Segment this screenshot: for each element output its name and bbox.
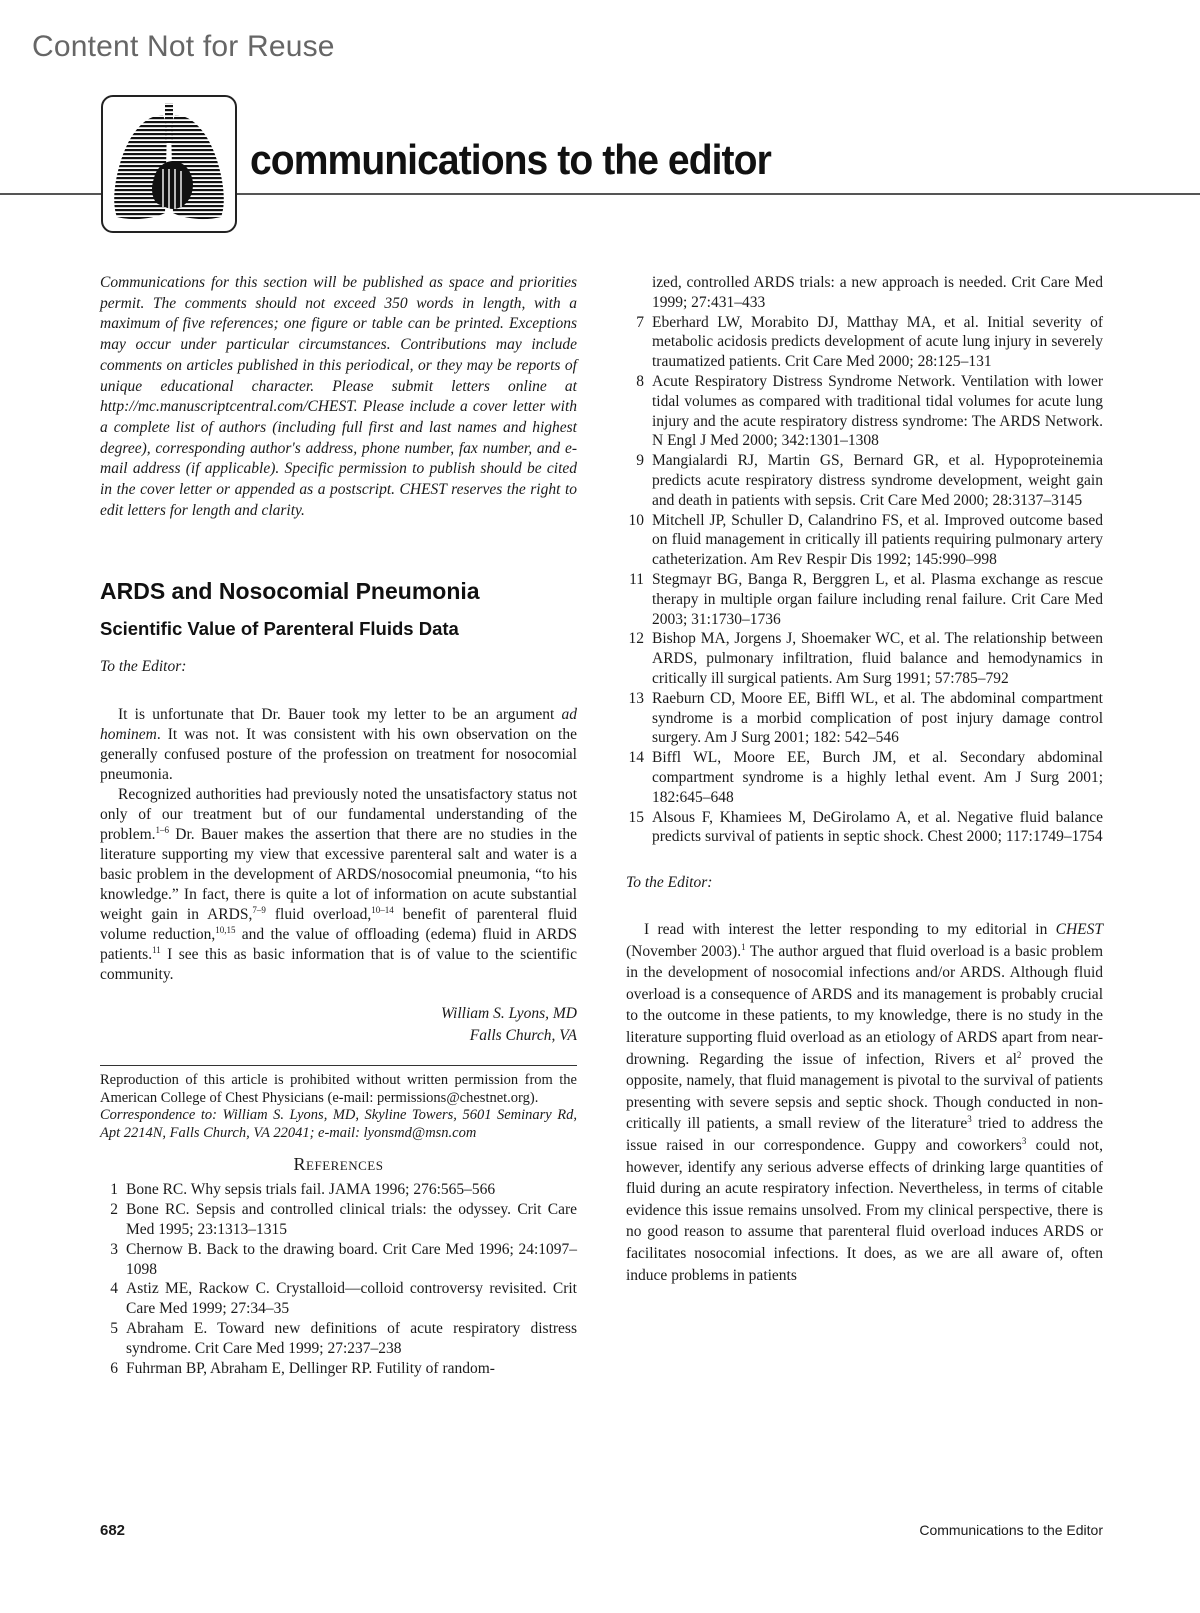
reference-text: Mitchell JP, Schuller D, Calandrino FS, et al. Improved outcome based on fluid management in critically ill patients requiring pulmonary artery catheterization. Am Rev Respir Dis 1992; 145:990–998: [652, 511, 1103, 569]
text-run: I read with interest the letter responding to my editorial in: [644, 921, 1056, 939]
text-run: could not, however, identify any serious adverse effects of drinking large quantities of fluid during an acute respiratory infection. Nevertheless, in terms of citable evidence this issue remains unsolved. From my clinical perspective, there is no good reason to assume that parenteral fluid overload induces ARDS or facilitates nosocomial infections. It does, as we are all aware of, often induce problems in patients: [626, 1137, 1103, 1284]
text-run: proved the opposite, namely, that fluid management is pivotal to the survival of patients presenting with severe sepsis and septic shock. Though conducted in non-critically ill patients, a small review of the literature: [626, 1050, 1103, 1133]
section-title: communications to the editor: [250, 136, 771, 183]
citation-superscript: 3: [1021, 1135, 1027, 1146]
citation-superscript: 10–14: [371, 905, 394, 916]
text-run: I see this as basic information that is of value to the scientific community.: [100, 946, 577, 984]
reference-number: 2: [110, 1201, 118, 1219]
text-run: fluid overload,: [265, 906, 372, 924]
correspondence-notice: Correspondence to: William S. Lyons, MD, Skyline Towers, 5601 Seminary Rd, Apt 2214N, Falls Church, VA 22041; e-mail: lyonsmd@msn.com: [100, 1107, 577, 1141]
reference-item: [626, 570, 1103, 629]
reference-item: [100, 1240, 577, 1280]
reference-text: Raeburn CD, Moore EE, Biffl WL, et al. The abdominal compartment syndrome is a morbid complication of post injury damage control surgery. Am J Surg 2001; 182: 542–546: [652, 689, 1103, 747]
references-heading: References: [293, 1154, 384, 1175]
salutation: To the Editor:: [100, 658, 187, 676]
reference-item: [626, 629, 1103, 688]
citation-superscript: 2: [1016, 1049, 1022, 1060]
reference-item: [100, 1319, 577, 1359]
reference-item: [626, 808, 1103, 848]
reference-continuation: ized, controlled ARDS trials: a new approach is needed. Crit Care Med 1999; 27:431–433: [652, 274, 1103, 311]
reference-number: 15: [628, 808, 644, 826]
text-run: Recognized authorities had previously noted the unsatisfactory status not only of our treatment but of our fundamental understanding of the problem.: [100, 786, 577, 844]
reference-text: Fuhrman BP, Abraham E, Dellinger RP. Futility of random-: [126, 1359, 495, 1377]
reference-text: Abraham E. Toward new definitions of acute respiratory distress syndrome. Crit Care Med 1999; 27:237–238: [126, 1320, 577, 1357]
reply-paragraph: [626, 919, 1103, 1286]
salutation: To the Editor:: [626, 874, 713, 892]
footnote: [100, 1065, 577, 1142]
reference-item: [626, 451, 1103, 510]
reference-text: Astiz ME, Rackow C. Crystalloid—colloid controversy revisited. Crit Care Med 1999; 27:34–35: [126, 1280, 577, 1318]
reference-item: [626, 511, 1103, 570]
journal-logo: [101, 95, 237, 233]
reference-item: [626, 313, 1103, 372]
reference-text: Alsous F, Khamiees M, DeGirolamo A, et al. Negative fluid balance predicts survival of patients in septic shock. Chest 2000; 117:1749–1754: [652, 808, 1103, 846]
article-subtitle: Scientific Value of Parenteral Fluids Data: [100, 618, 459, 640]
reference-item: [626, 689, 1103, 748]
reference-number: 13: [628, 689, 644, 707]
author-signature: [100, 1003, 577, 1047]
reference-item: [100, 1180, 577, 1200]
reference-item: [100, 1359, 577, 1379]
watermark: Content Not for Reuse: [32, 30, 335, 63]
reference-item: [100, 1279, 577, 1319]
reference-number: 1: [110, 1181, 118, 1199]
reference-text: Acute Respiratory Distress Syndrome Network. Ventilation with lower tidal volumes as compared with traditional tidal volumes for acute lung injury and the acute respiratory distress syndrome: The ARDS Network. N Engl J Med 2000; 342:1301–1308: [652, 372, 1103, 450]
reference-number: 9: [636, 452, 644, 470]
left-column: [100, 273, 577, 1378]
reference-number: 10: [628, 511, 644, 529]
text-run: The author argued that fluid overload is a basic problem in the development of nosocomial infections and/or ARDS. Although fluid overload is a consequence of ARDS and its management is probably crucial to the outcome in these patients, to my knowledge, there is no study in the literature supporting fluid overload as an etiology of ARDS apart from near-drowning. Regarding the issue of infection, Rivers et al: [626, 942, 1103, 1068]
author-location: Falls Church, VA: [469, 1027, 577, 1045]
running-footer: Communications to the Editor: [919, 1522, 1103, 1538]
reference-item: [626, 748, 1103, 807]
reference-text: Bone RC. Why sepsis trials fail. JAMA 1996; 276:565–566: [126, 1181, 496, 1199]
reference-number: 14: [628, 749, 644, 767]
citation-superscript: 1–6: [155, 825, 170, 836]
reference-number: 8: [636, 372, 644, 390]
reference-text: Chernow B. Back to the drawing board. Crit Care Med 1996; 24:1097–1098: [126, 1240, 577, 1278]
reference-text: Stegmayr BG, Banga R, Berggren L, et al. Plasma exchange as rescue therapy in multiple organ failure including renal failure. Crit Care Med 2003; 31:1730–1736: [652, 570, 1103, 628]
author-name: William S. Lyons, MD: [440, 1005, 577, 1023]
lungs-logo-icon: [103, 97, 235, 231]
reference-number: 3: [110, 1240, 118, 1258]
reference-number: 7: [636, 313, 644, 331]
reference-number: 11: [629, 570, 644, 588]
reference-list: [626, 313, 1103, 848]
reference-list: [100, 1180, 577, 1378]
reference-text: Biffl WL, Moore EE, Burch JM, et al. Secondary abdominal compartment syndrome is a highly lethal event. Am J Surg 2001; 182:645–648: [652, 749, 1103, 806]
text-run: and the value of offloading (edema) fluid in ARDS patients.: [100, 926, 577, 964]
citation-superscript: 7–9: [252, 905, 266, 916]
reference-number: 6: [110, 1359, 118, 1377]
reference-number: 5: [110, 1320, 118, 1338]
reference-text: Mangialardi RJ, Martin GS, Bernard GR, et al. Hypoproteinemia predicts acute respiratory distress syndrome development, weight gain and death in patients with sepsis. Crit Care Med 2000; 28:3137–3145: [652, 452, 1103, 509]
reference-item: [100, 1200, 577, 1240]
journal-name: CHEST: [1055, 921, 1103, 939]
section-instructions: Communications for this section will be published as space and priorities permit. The comments should not exceed 350 words in length, with a maximum of five references; one figure or table can be printed. Exceptions may occur under particular circumstances. Contributions may include comments on articles published in this periodical, or they may be reports of unique educational character. Please submit letters online at http://mc.manuscriptcentral.com/CHEST. Please include a cover letter with a complete list of authors (including full first and last names and highest degree), corresponding author's address, phone number, fax number, and e-mail address (if applicable). Specific permission to publish should be cited in the cover letter or appended as a postscript. CHEST reserves the right to edit letters for length and clarity.: [100, 274, 577, 519]
text-run: . It was not. It was consistent with his own observation on the generally confused posture of the profession on treatment for nosocomial pneumonia.: [100, 726, 577, 784]
reproduction-notice: Reproduction of this article is prohibited without written permission from the American College of Chest Physicians (e-mail: permissions@chestnet.org).: [100, 1072, 577, 1106]
page-number: 682: [100, 1522, 126, 1539]
reference-text: Bishop MA, Jorgens J, Shoemaker WC, et al. The relationship between ARDS, pulmonary infiltration, fluid balance and hemodynamics in critically ill surgical patients. Am Surg 1991; 57:785–792: [652, 630, 1103, 687]
article-title: ARDS and Nosocomial Pneumonia: [100, 578, 480, 605]
reference-text: Bone RC. Sepsis and controlled clinical trials: the odyssey. Crit Care Med 1995; 23:1313–1315: [126, 1201, 577, 1239]
text-run: tried to address the issue raised in our correspondence. Guppy and coworkers: [626, 1115, 1103, 1155]
reference-text: Eberhard LW, Morabito DJ, Matthay MA, et al. Initial severity of metabolic acidosis predicts development of acute lung injury in severely traumatized patients. Crit Care Med 2000; 28:125–131: [652, 313, 1103, 371]
letter-paragraph-1: [100, 705, 577, 785]
reference-number: 4: [110, 1280, 118, 1298]
reference-number: 12: [628, 630, 644, 648]
text-run: benefit of parenteral fluid volume reduction,: [100, 906, 577, 944]
reference-item: [626, 372, 1103, 451]
text-run: (November 2003).: [626, 942, 742, 960]
letter-paragraph-2: [100, 785, 577, 985]
citation-superscript: 11: [152, 945, 161, 956]
emphasis-text: ad hominem: [100, 706, 577, 744]
text-run: It is unfortunate that Dr. Bauer took my letter to be an argument: [118, 706, 562, 724]
citation-superscript: 10,15: [215, 925, 236, 936]
citation-superscript: 3: [967, 1114, 972, 1125]
text-run: Dr. Bauer makes the assertion that there are no studies in the literature supporting my view that excessive parenteral salt and water is a basic problem in the development of ARDS/nosocomial pneumonia, “to his knowledge.” In fact, there is quite a lot of information on acute substantial weight gain in ARDS,: [100, 826, 577, 924]
citation-superscript: 1: [741, 941, 746, 952]
right-column: [626, 273, 1103, 1302]
